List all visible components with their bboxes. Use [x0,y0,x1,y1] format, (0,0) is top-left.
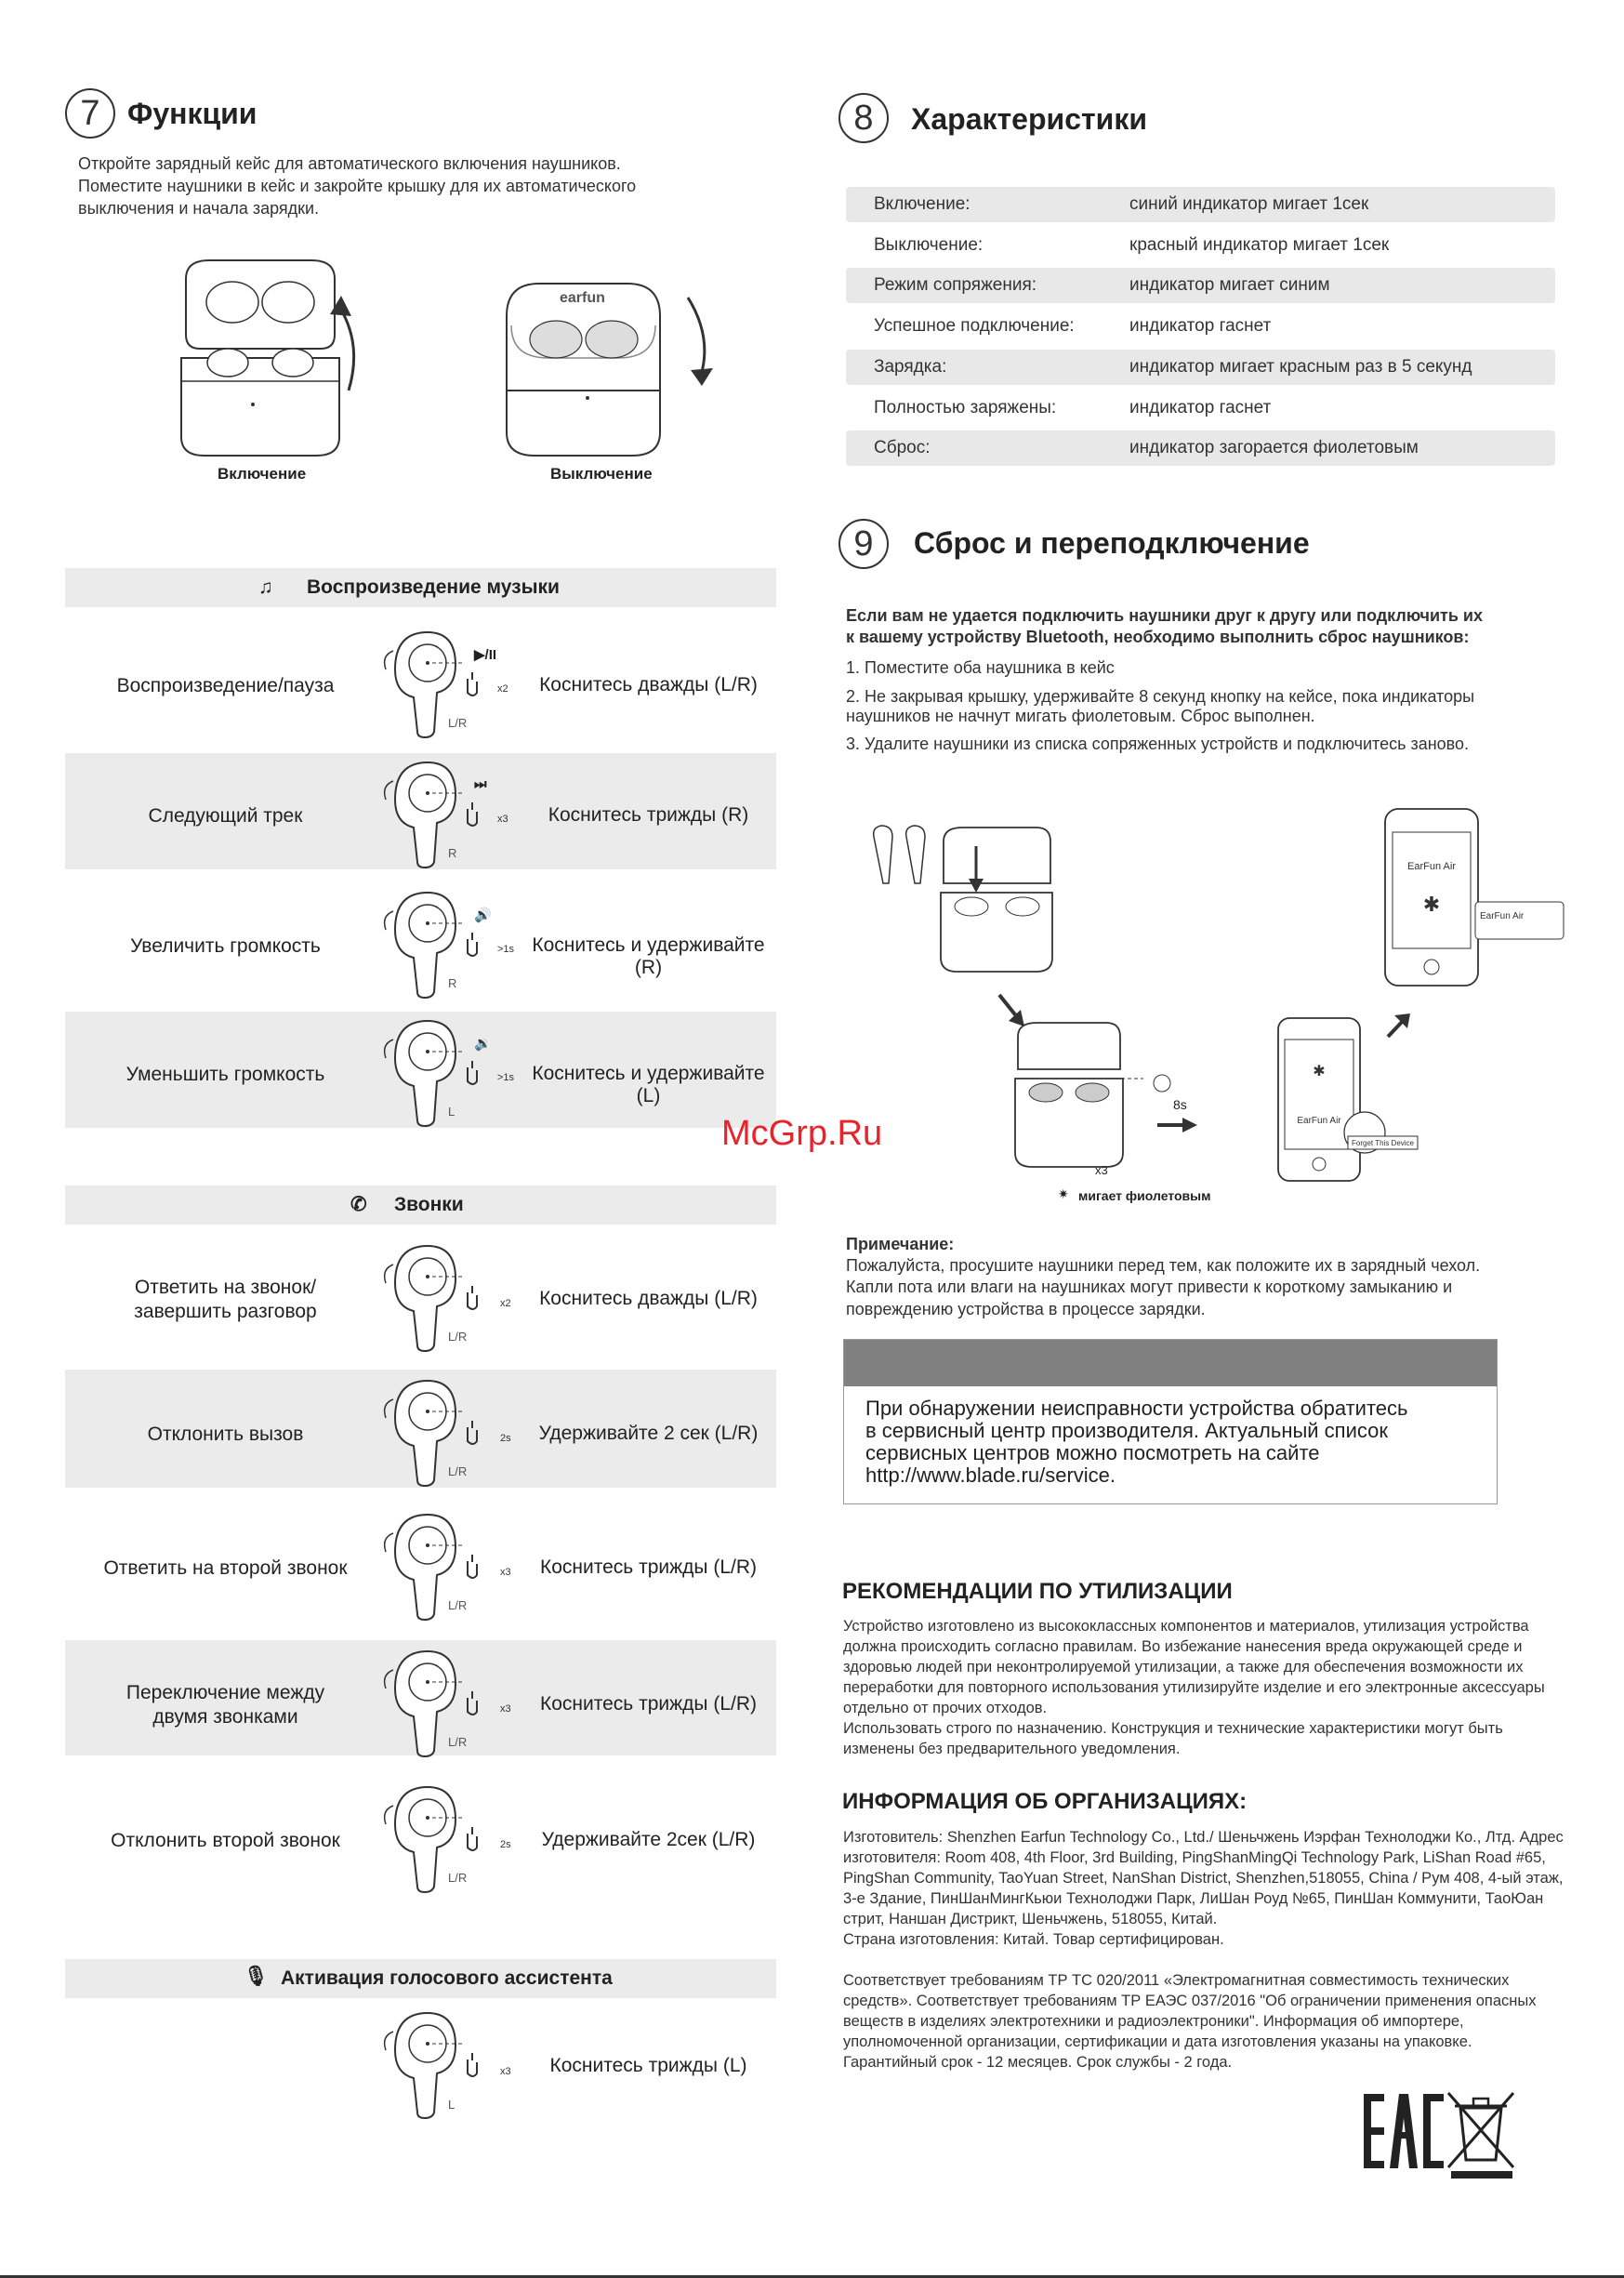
call-gesture-4: Коснитесь трижды (L/R) [540,1693,757,1715]
functions-intro-2: Поместите наушники в кейс и закройте крышку для их автоматического [78,177,637,195]
reset-count-label: x3 [1095,1163,1108,1177]
spec-key: Включение: [874,194,970,214]
spec-row [846,430,1555,466]
functions-intro-3: выключения и начала зарядки. [78,199,320,218]
reset-step-2b: наушников не начнут мигать фиолетовым. Сброс выполнен. [846,707,1315,725]
tap-count-label: x2 [497,683,508,695]
spec-value: индикатор загорается фиолетовым [1129,438,1419,458]
service-text: При обнаружении неисправности устройства обратитесь в сервисный центр производителя. Актуальный список сервисных центров можно посмотреть на сайте http://www.blade.ru/service. [865,1397,1408,1487]
section-number-7: 7 [65,88,115,139]
tap-count-label: >1s [497,944,515,955]
reset-step-1: 1. Поместите оба наушника в кейс [846,658,1115,677]
microphone-icon: 🎙 [244,1966,269,1987]
closed-case-illustration [502,279,725,465]
earbud-side-label: L/R [448,1598,468,1612]
music-header: Воспроизведение музыки [307,576,560,598]
assistant-gesture: Коснитесь трижды (L) [549,2055,747,2076]
spec-value: красный индикатор мигает 1сек [1129,234,1390,255]
call-gesture-3: Коснитесь трижды (L/R) [540,1556,757,1578]
reset-step-2a: 2. Не закрывая крышку, удерживайте 8 секунд кнопку на кейсе, пока индикаторы [846,687,1475,706]
earbud-side-label: L/R [448,1735,468,1749]
call-action-5: Отклонить второй звонок [111,1830,340,1851]
disposal-text: Устройство изготовлено из высококлассных компонентов и материалов, утилизация устройства должна происходить согласно правилам. Во избежание нанесения вреда окружающей среде и здоровью людей при неконтролируемой утилизации, а также для обеспечения возможности их переработки для повторного использования утилизируйте изделие и его электронные аксессуары отдельно от прочих отходов. Использовать строго по назначению. Конструкция и технические характеристики могут быть изменены без предварительного уведомления. [843,1618,1545,1757]
tap-count-label: x3 [497,814,508,825]
calls-header: Звонки [394,1194,464,1215]
spec-row [846,309,1555,344]
org-compliance-text: Соответствует требованиям ТР ТС 020/2011 «Электромагнитная совместимость технических средств». Соответствует требованиям ТР ЕАЭС 037/2016 "Об ограничении применения опасных веществ в изделиях электротехники и радиоэлектроники". Информация об импортере, уполномоченной организации, сертификации и дата изготовления указаны на упаковке. Гарантийный срок - 12 месяцев. Срок службы - 2 года. [843,1972,1537,2071]
section-number-8: 8 [838,93,889,143]
spec-key: Выключение: [874,234,984,255]
open-case-illustration [177,260,363,465]
call-action-1: завершить разговор [134,1301,317,1322]
spec-key: Сброс: [874,438,931,458]
earbud-side-label: L/R [448,1330,468,1344]
case-off-caption: Выключение [550,465,653,483]
music-action-2: Следующий трек [148,805,303,827]
reset-lead-2: к вашему устройству Bluetooth, необходимо выполнить сброс наушников: [846,628,1470,646]
spec-value: синий индикатор мигает 1сек [1129,194,1369,214]
forget-device-text: Forget This Device [1352,1139,1414,1147]
note-line-3: повреждению устройства в процессе зарядки. [846,1300,1206,1318]
org-title: ИНФОРМАЦИЯ ОБ ОРГАНИЗАЦИЯХ: [842,1789,1248,1814]
spec-key: Зарядка: [874,356,947,377]
tap-count-label: x3 [500,1703,511,1715]
earbud-side-label: R [448,846,457,860]
earbud-side-label: L/R [448,1464,468,1478]
section-number-9: 9 [838,519,889,569]
earbud-side-label: L [448,2098,456,2112]
org-text: Изготовитель: Shenzhen Earfun Technology Co., Ltd./ Шеньчжень Иэрфан Технолоджи Ко., Лтд. Адрес изготовителя: Room 408, 4th Floor, 3rd Building, PingShanMingQi Technology Park, LiShan Road #65, PingShan Community, TaoYuan Street, NanShan District, Shenzhen,518055, China / Рум 408, 4-ый этаж, 3-е Здание, ПинШанМингКьюи Технолоджи Парк, ЛиШан Роуд №65, ПинШан Коммунити, ТаоЮан стрит, Наншан Дистрикт, Шеньчжень, 518055, Китай. Страна изготовления: Китай. Товар сертифицирован. [843,1829,1564,1948]
tap-count-label: 2s [500,1839,511,1850]
tap-count-label: 2s [500,1433,511,1444]
music-gesture-4: Коснитесь и удерживайте (L) [532,1063,765,1106]
call-action-2: Отклонить вызов [147,1424,304,1445]
reset-title: Сброс и переподключение [914,526,1310,560]
case-on-caption: Включение [218,465,307,483]
music-gesture-3: Коснитесь и удерживайте (R) [532,934,765,978]
tap-count-label: >1s [497,1072,515,1083]
hold-8s-label: 8s [1173,1097,1187,1112]
reset-lead-1: Если вам не удается подключить наушники друг к другу или подключить их [846,606,1483,625]
functions-intro-1: Откройте зарядный кейс для автоматического включения наушников. [78,154,621,173]
svg-text:✱: ✱ [1422,893,1441,916]
tap-count-label: x2 [500,1298,511,1309]
note-line-1: Пожалуйста, просушите наушники перед тем, как положите их в зарядный чехол. [846,1256,1481,1275]
spec-value: индикатор мигает синим [1129,275,1330,296]
specs-title: Характеристики [911,102,1148,136]
functions-title: Функции [127,97,257,130]
media-control-icon: 🔊 [474,907,492,923]
spec-key: Режим сопряжения: [874,275,1037,296]
spec-row [846,228,1555,263]
spec-row [846,350,1555,385]
spec-key: Полностью заряжены: [874,397,1057,417]
spec-value: индикатор гаснет [1129,397,1272,417]
disposal-title: РЕКОМЕНДАЦИИ ПО УТИЛИЗАЦИИ [842,1579,1233,1604]
earbud-side-label: L [448,1105,456,1119]
earbud-side-label: R [448,976,457,990]
call-gesture-5: Удерживайте 2сек (L/R) [541,1829,756,1850]
music-action-1: Воспроизведение/пауза [116,675,335,696]
music-gesture-1: Коснитесь дважды (L/R) [539,674,758,695]
earbud-side-label: L/R [448,1871,468,1885]
reset-step-3: 3. Удалите наушники из списка сопряженных устройств и подключитесь заново. [846,735,1470,753]
media-control-icon: 🔉 [474,1036,492,1052]
assistant-header: Активация голосового ассистента [281,1967,613,1989]
spec-key: Успешное подключение: [874,316,1075,337]
media-control-icon: ⏭ [474,776,487,792]
music-gesture-2: Коснитесь трижды (R) [548,804,749,826]
call-action-4: двумя звонками [152,1706,298,1728]
call-action-4: Переключение между [125,1682,325,1703]
phone-icon: ✆ [350,1194,367,1215]
tap-count-label: x3 [500,2066,511,2077]
blink-purple-label: мигает фиолетовым [1078,1188,1211,1203]
earbud-side-label: L/R [448,716,468,730]
watermark: McGrp.Ru [721,1114,883,1153]
music-action-3: Увеличить громкость [130,935,321,957]
call-action-1: Ответить на звонок/ [134,1277,317,1298]
phone1-device-name: EarFun Air [1297,1116,1341,1126]
spec-row [846,187,1555,222]
note-title: Примечание: [846,1235,955,1253]
tap-count-label: x3 [500,1567,511,1578]
weee-bin-icon [1444,2087,1518,2180]
note-line-2: Капли пота или влаги на наушниках могут привести к короткому замыканию и [846,1278,1453,1296]
case-brand: earfun [560,290,605,306]
light-icon: ✷ [1058,1186,1069,1201]
spec-row [846,268,1555,303]
music-action-4: Уменьшить громкость [125,1064,325,1085]
media-control-icon: ▶/II [474,647,497,663]
spec-row [846,391,1555,426]
call-gesture-1: Коснитесь дважды (L/R) [539,1288,758,1309]
phone2-device-name: EarFun Air [1407,861,1456,872]
music-note-icon: ♫ [258,576,273,598]
svg-text:✱: ✱ [1313,1064,1326,1079]
reset-illustration [855,800,1562,1209]
popup-device-item: EarFun Air [1480,911,1525,921]
spec-value: индикатор гаснет [1129,316,1272,337]
spec-value: индикатор мигает красным раз в 5 секунд [1129,356,1472,377]
call-action-3: Ответить на второй звонок [103,1557,348,1579]
call-gesture-2: Удерживайте 2 сек (L/R) [538,1423,759,1444]
